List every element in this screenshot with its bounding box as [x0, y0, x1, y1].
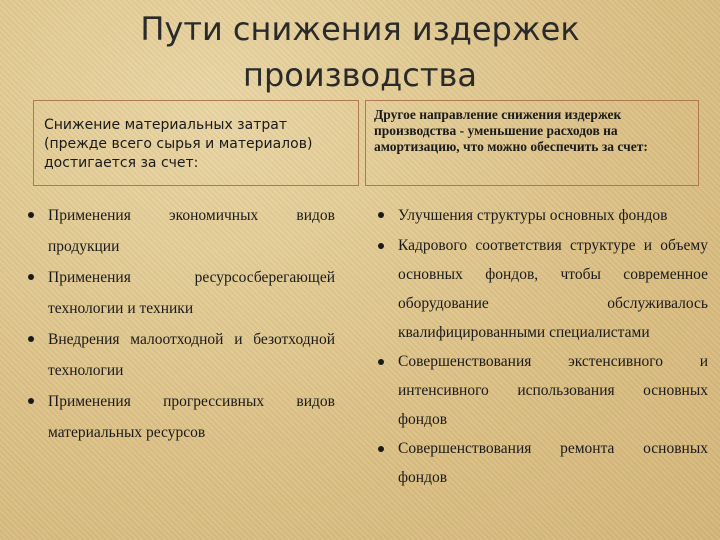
bullet-icon: [378, 446, 384, 452]
list-item: Применения экономичных видов продукции: [20, 200, 335, 262]
right-bullet-list: [370, 200, 708, 492]
list-item: Применения прогрессивных видов материальных ресурсов: [20, 386, 335, 448]
left-bullet-list: [20, 200, 335, 448]
bullet-icon: [28, 398, 34, 404]
bullet-icon: [28, 212, 34, 218]
list-item: Применения ресурсосберегающей технологии и техники: [20, 262, 335, 324]
bullet-icon: [378, 212, 384, 218]
right-header-box: Другое направление снижения издержек производства - уменьшение расходов на амортизацию, что можно обеспечить за счет:: [365, 100, 699, 186]
bullet-icon: [28, 336, 34, 342]
list-item: Внедрения малоотходной и безотходной технологии: [20, 324, 335, 386]
list-item: Улучшения структуры основных фондов: [370, 200, 708, 231]
slide-title: Пути снижения издержек производства: [140, 10, 580, 94]
list-item: Совершенствования экстенсивного и интенсивного использования основных фондов: [370, 347, 708, 434]
bullet-icon: [378, 359, 384, 365]
list-item: Кадрового соответствия структуре и объему основных фондов, чтобы современное оборудование обслуживалось квалифицированными специалистами: [370, 231, 708, 347]
left-header-box: Снижение материальных затрат (прежде всего сырья и материалов) достигается за счет:: [33, 100, 359, 186]
bullet-icon: [378, 243, 384, 249]
list-item: Совершенствования ремонта основных фондов: [370, 434, 708, 492]
bullet-icon: [28, 274, 34, 280]
